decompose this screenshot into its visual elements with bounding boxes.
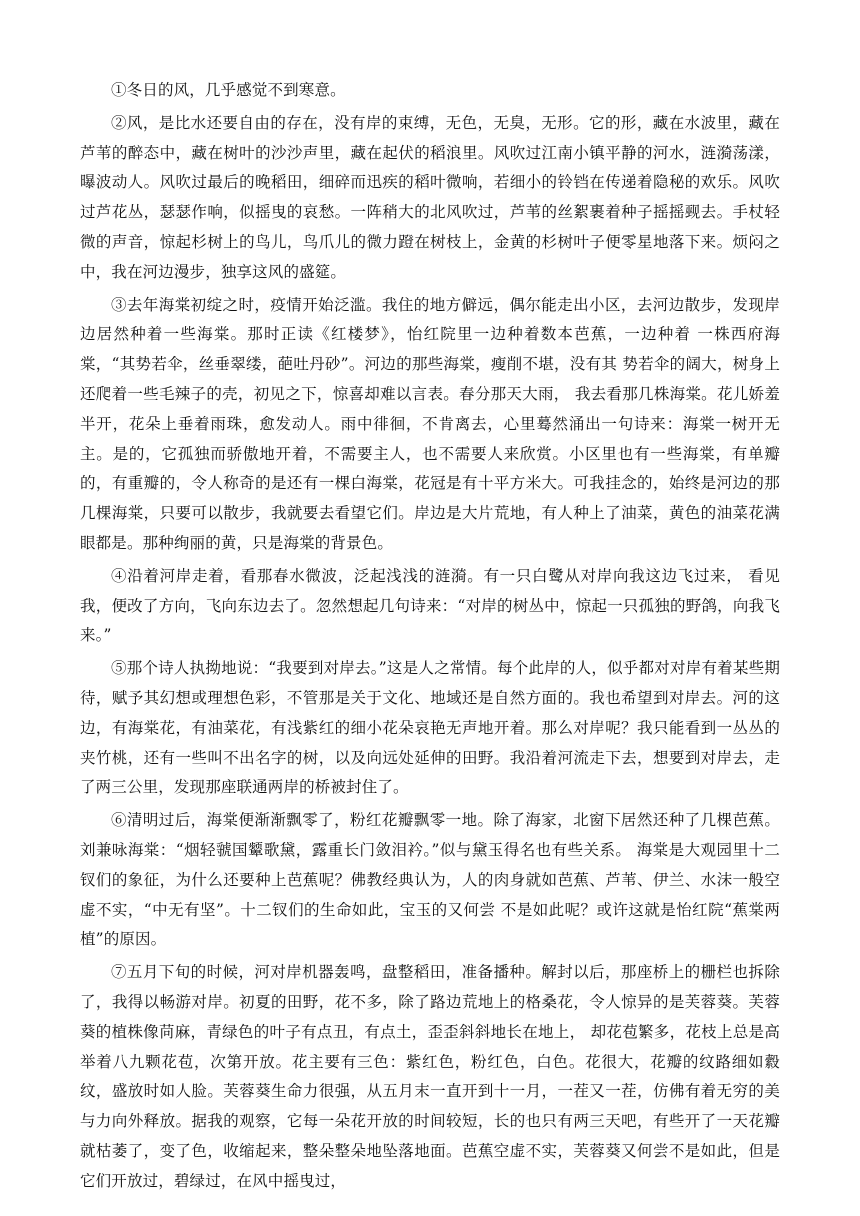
paragraph-1: ①冬日的风，几乎感觉不到寒意。	[111, 81, 346, 99]
paragraph-3: ③去年海棠初绽之时，疫情开始泛滥。我住的地方僻远，偶尔能走出小区，去河边散步，发现岸边居然种着一些海棠。那时正读《红楼梦》，怡红院里一边种着数本芭蕉，一边种着 一株西府海棠，“其势若伞，丝垂翠缕，葩吐丹砂”。河边的那些海棠，瘦削不堪，没有其 势若伞的阔大，树身上还爬着一些毛辣子的壳，初见之下，惊喜却难以言表。春分那天大雨， 我去看那几株海棠。花儿娇羞半开，花朵上垂着雨珠，愈发动人。雨中徘徊，不肯离去，心里蓦然涌出一句诗来：海棠一树开无主。是的，它孤独而骄傲地开着，不需要主人，也不需要人来欣赏。小区里也有一些海棠，有单瓣的，有重瓣的，令人称奇的是还有一棵白海棠，花冠是有十平方米大。可我挂念的，始终是河边的那几棵海棠，只要可以散步，我就要去看望它们。岸边是大片荒地，有人种上了油菜，黄色的油菜花满眼都是。那种绚丽的黄，只是海棠的背景色。	[80, 295, 780, 552]
paragraph-4: ④沿着河岸走着，看那春水微波，泛起浅浅的涟漪。有一只白鹭从对岸向我这边飞过来， 看见我，便改了方向，飞向东边去了。忽然想起几句诗来：“对岸的树丛中，惊起一只孤独的野鸽，向我飞来。”	[80, 566, 780, 645]
paragraph-2: ②风，是比水还要自由的存在，没有岸的束缚，无色，无臭，无形。它的形，藏在水波里，藏在芦苇的醉态中，藏在树叶的沙沙声里，藏在起伏的稻浪里。风吹过江南小镇平静的河水，涟漪荡漾，曝波动人。风吹过最后的晚稻田，细碎而迅疾的稻叶微响，若细小的铃铛在传递着隐秘的欢乐。风吹过芦花丛，瑟瑟作响，似摇曳的哀愁。一阵稍大的北风吹过，芦苇的丝絮裹着种子摇摇觋去。手杖轻微的声音，惊起杉树上的鸟儿，鸟爪儿的微力蹬在树枝上，金黄的杉树叶子便零星地落下来。烦闷之中，我在河边漫步，独享这风的盛筵。	[80, 113, 780, 281]
paragraph-5: ⑤那个诗人执拗地说：“我要到对岸去。”这是人之常情。每个此岸的人，似乎都对对岸有着某些期待，赋予其幻想或理想色彩，不管那是关于文化、地域还是自然方面的。我也希望到对岸去。河的这边，有海棠花，有油菜花，有浅紫红的细小花朵哀艳无声地开着。那么对岸呢？我只能看到一丛丛的夹竹桃，还有一些叫不出名字的树，以及向远处延伸的田野。我沿着河流走下去，想要到对岸去，走了两三公里，发现那座联通两岸的桥被封住了。	[80, 659, 780, 797]
paragraph-7: ⑦五月下旬的时候，河对岸机器轰鸣，盘整稻田，准备播种。解封以后，那座桥上的栅栏也拆除了，我得以畅游对岸。初夏的田野，花不多，除了路边荒地上的格桑花，令人惊异的是芙蓉葵。芙蓉葵的植株像苘麻，青绿色的叶子有点丑，有点土，歪歪斜斜地长在地上， 却花苞繁多，花枝上总是高举着八九颗花苞，次第开放。花主要有三色：紫红色，粉红色，白色。花很大，花瓣的纹路细如縠纹，盛放时如人脸。芙蓉葵生命力很强，从五月末一直开到十一月，一茬又一茬，仿佛有着无穷的美与力向外释放。据我的观察，它每一朵花开放的时间较短，长的也只有两三天吧，有些开了一天花瓣就枯萎了，变了色，收缩起来，整朵整朵地坠落地面。芭蕉空虚不实，芙蓉葵又何尝不是如此，但是它们开放过，碧绿过，在风中摇曳过，	[80, 963, 780, 1190]
paragraph-6: ⑥清明过后，海棠便渐渐飘零了，粉红花瓣飘零一地。除了海家，北窗下居然还种了几棵芭蕉。刘兼咏海棠：“烟轻虢国颦歌黛，露重长门敛泪衿。”似与黛玉得名也有些关系。 海棠是大观园里十二钗们的象征，为什么还要种上芭蕉呢？佛教经典认为，人的肉身就如芭蕉、芦苇、伊兰、水沫一般空虚不实，“中无有坚”。十二钗们的生命如此，宝玉的又何尝 不是如此呢？或许这就是怡红院“蕉棠两植”的原因。	[80, 811, 780, 949]
document-page	[80, 76, 780, 1199]
